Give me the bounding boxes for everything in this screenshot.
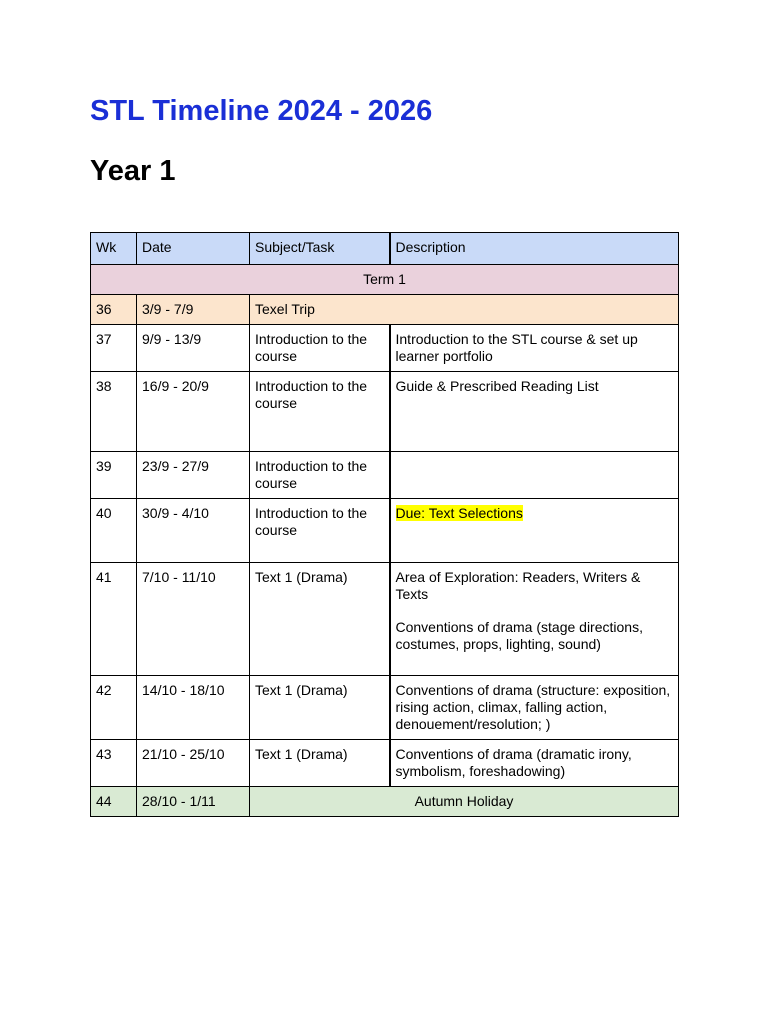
cell-date: 3/9 - 7/9 <box>137 295 250 325</box>
table-row <box>91 325 679 372</box>
description-line: Conventions of drama (stage directions, costumes, props, lighting, sound) <box>395 619 643 652</box>
cell-wk: 40 <box>91 499 137 563</box>
timeline-table <box>90 232 679 817</box>
cell-subject: Text 1 (Drama) <box>250 740 390 787</box>
cell-wk: 44 <box>91 787 137 817</box>
cell-subject: Introduction to the course <box>250 372 390 452</box>
cell-subject: Texel Trip <box>250 295 679 325</box>
table-row <box>91 452 679 499</box>
table-row <box>91 499 679 563</box>
cell-description: Introduction to the STL course & set up learner portfolio <box>390 325 679 372</box>
cell-date: 9/9 - 13/9 <box>137 325 250 372</box>
cell-description: Conventions of drama (dramatic irony, symbolism, foreshadowing) <box>390 740 679 787</box>
cell-wk: 37 <box>91 325 137 372</box>
header-date: Date <box>137 233 250 265</box>
document-title: STL Timeline 2024 - 2026 <box>90 95 433 127</box>
cell-date: 28/10 - 1/11 <box>137 787 250 817</box>
cell-date: 30/9 - 4/10 <box>137 499 250 563</box>
cell-wk: 41 <box>91 563 137 676</box>
cell-wk: 42 <box>91 676 137 740</box>
cell-description: Guide & Prescribed Reading List <box>390 372 679 452</box>
header-wk: Wk <box>91 233 137 265</box>
cell-date: 21/10 - 25/10 <box>137 740 250 787</box>
description-line: Area of Exploration: Readers, Writers & Texts <box>395 569 641 602</box>
table-row <box>91 676 679 740</box>
table-row <box>91 787 679 817</box>
cell-subject: Introduction to the course <box>250 452 390 499</box>
cell-subject: Text 1 (Drama) <box>250 563 390 676</box>
term-label: Term 1 <box>91 265 679 295</box>
cell-date: 16/9 - 20/9 <box>137 372 250 452</box>
term-row <box>91 265 679 295</box>
cell-description: Conventions of drama (structure: exposition, rising action, climax, falling action, denouement/resolution; ) <box>390 676 679 740</box>
cell-date: 23/9 - 27/9 <box>137 452 250 499</box>
cell-subject: Autumn Holiday <box>250 787 679 817</box>
cell-description <box>390 499 679 563</box>
table-header-row <box>91 233 679 265</box>
table-row <box>91 740 679 787</box>
cell-subject: Text 1 (Drama) <box>250 676 390 740</box>
cell-description <box>390 563 679 676</box>
table-row <box>91 372 679 452</box>
header-description: Description <box>390 233 679 265</box>
cell-wk: 38 <box>91 372 137 452</box>
table-row <box>91 563 679 676</box>
cell-subject: Introduction to the course <box>250 499 390 563</box>
cell-date: 7/10 - 11/10 <box>137 563 250 676</box>
cell-date: 14/10 - 18/10 <box>137 676 250 740</box>
cell-subject: Introduction to the course <box>250 325 390 372</box>
cell-wk: 43 <box>91 740 137 787</box>
year-heading: Year 1 <box>90 155 176 187</box>
header-subject: Subject/Task <box>250 233 390 265</box>
cell-description <box>390 452 679 499</box>
cell-wk: 36 <box>91 295 137 325</box>
table-row <box>91 295 679 325</box>
cell-wk: 39 <box>91 452 137 499</box>
due-highlight: Due: Text Selections <box>395 505 523 521</box>
